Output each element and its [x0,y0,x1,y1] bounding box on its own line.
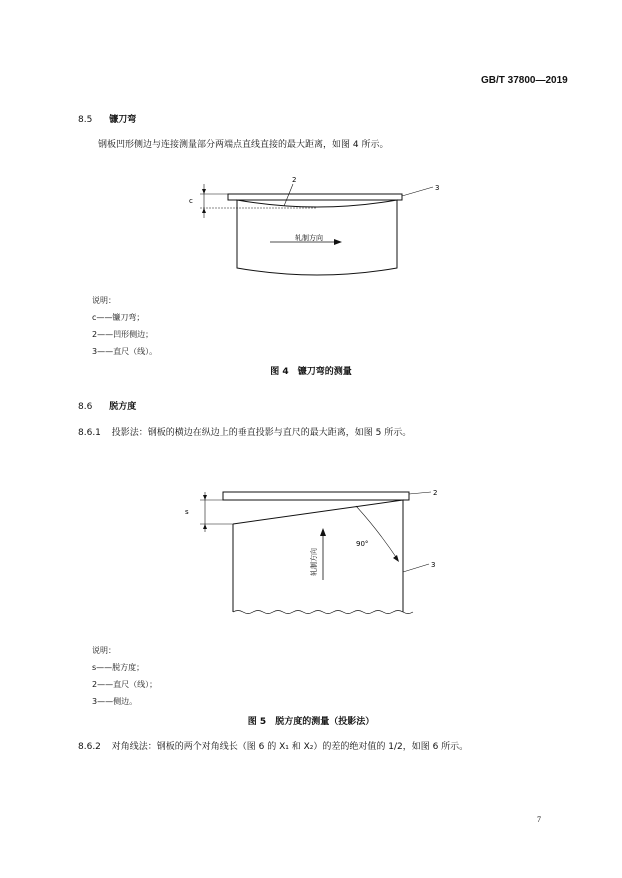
angle-label: 90° [356,540,369,548]
steel-plate-outline [233,500,403,612]
legend-title: 说明： [92,296,116,305]
rolling-direction-label: 轧制方向 [295,234,323,242]
rolling-direction-label: 轧制方向 [310,548,318,576]
section-number: 8.6.1 [78,428,101,438]
legend-item: 3——直尺（线）。 [92,347,158,356]
figure-4-diagram [180,170,450,280]
callout-2: 2 [433,489,438,497]
section-number: 8.5 [78,115,93,125]
standard-number: GB/T 37800—2019 [481,75,568,86]
legend-item: s——脱方度； [92,663,145,672]
section-number: 8.6 [78,402,93,412]
legend-item: 3——侧边。 [92,697,138,706]
legend-item: 2——凹形侧边； [92,330,154,339]
figure-5-diagram [180,480,450,620]
page-number: 7 [537,815,541,824]
callout-3: 3 [431,561,436,569]
figure-5-legend [92,642,157,710]
break-line [233,611,413,614]
legend-item: 2——直尺（线）； [92,680,158,689]
section-8-6-heading [78,399,136,412]
section-number: 8.6.2 [78,742,101,752]
figure-5-caption: 图 5 脱方度的测量（投影法） [247,717,375,727]
straight-ruler [223,492,409,500]
callout-3: 3 [435,184,440,192]
straight-ruler [228,194,402,200]
figure-4-legend [92,292,157,360]
dimension-s-label: s [185,508,189,516]
section-8-6-2-paragraph [78,739,468,752]
figure-4-caption: 图 4 镰刀弯的测量 [270,367,352,377]
section-title: 脱方度 [109,402,137,412]
dimension-c-label: c [189,197,193,205]
legend-title: 说明： [92,646,116,655]
legend-item: c——镰刀弯； [92,313,145,322]
section-text: 投影法：钢板的横边在纵边上的垂直投影与直尺的最大距离，如图 5 所示。 [111,428,412,438]
section-text: 对角线法：钢板的两个对角线长（图 6 的 X₁ 和 X₂）的差的绝对值的 1/2，如图 6 所示。 [111,742,469,752]
section-8-6-1-paragraph [78,425,411,438]
section-8-5-paragraph: 钢板凹形侧边与连接测量部分两端点直线直接的最大距离，如图 4 所示。 [98,140,389,150]
section-title: 镰刀弯 [109,115,137,125]
callout-2: 2 [292,176,297,184]
section-8-5-heading [78,112,136,125]
